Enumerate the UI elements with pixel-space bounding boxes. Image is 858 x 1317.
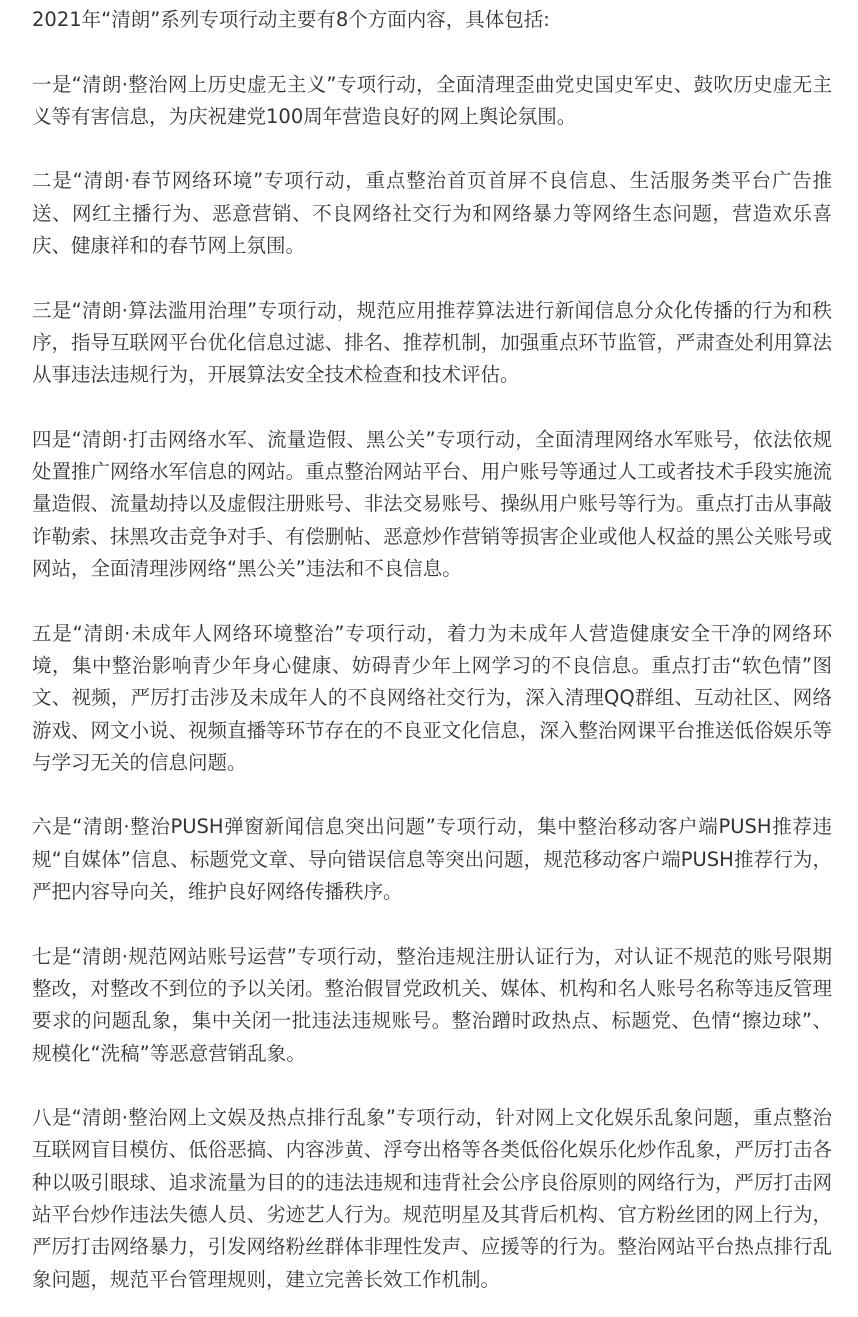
item-paragraph-4: 四是“清朗·打击网络水军、流量造假、黑公关”专项行动，全面清理网络水军账号，依法依规处置推广网络水军信息的网站。重点整治网站平台、用户账号等通过人工或者技术手段实施流量造假、流量劫持以及虚假注册账号、非法交易账号、操纵用户账号等行为。重点打击从事敲诈勒索、抹黑攻击竞争对手、有偿删帖、恶意炒作营销等损害企业或他人权益的黑公关账号或网站，全面清理涉网络“黑公关”违法和不良信息。 [32,427,832,581]
item-paragraph-3: 三是“清朗·算法滥用治理”专项行动，规范应用推荐算法进行新闻信息分众化传播的行为和秩序，指导互联网平台优化信息过滤、排名、推荐机制，加强重点环节监管，严肃查处利用算法从事违法违规行为，开展算法安全技术检查和技术评估。 [32,298,832,387]
item-paragraph-2: 二是“清朗·春节网络环境”专项行动，重点整治首页首屏不良信息、生活服务类平台广告推送、网红主播行为、恶意营销、不良网络社交行为和网络暴力等网络生态问题，营造欢乐喜庆、健康祥和的春节网上氛围。 [32,169,832,258]
item-paragraph-5: 五是“清朗·未成年人网络环境整治”专项行动，着力为未成年人营造健康安全干净的网络环境，集中整治影响青少年身心健康、妨碍青少年上网学习的不良信息。重点打击“软色情”图文、视频，严厉打击涉及未成年人的不良网络社交行为，深入清理QQ群组、互动社区、网络游戏、网文小说、视频直播等环节存在的不良亚文化信息，深入整治网课平台推送低俗娱乐等与学习无关的信息问题。 [32,621,832,774]
item-paragraph-8: 八是“清朗·整治网上文娱及热点排行乱象”专项行动，针对网上文化娱乐乱象问题，重点整治互联网盲目模仿、低俗恶搞、内容涉黄、浮夸出格等各类低俗化娱乐化炒作乱象，严厉打击各种以吸引眼球、追求流量为目的的违法违规和违背社会公序良俗原则的网络行为，严厉打击网站平台炒作违法失德人员、劣迹艺人行为。规范明星及其背后机构、官方粉丝团的网上行为，严厉打击网络暴力，引发网络粉丝群体非理性发声、应援等的行为。整治网站平台热点排行乱象问题，规范平台管理规则，建立完善长效工作机制。 [32,1106,832,1291]
item-paragraph-1: 一是“清朗·整治网上历史虚无主义”专项行动，全面清理歪曲党史国史军史、鼓吹历史虚无主义等有害信息，为庆祝建党100周年营造良好的网上舆论氛围。 [32,72,832,128]
item-paragraph-7: 七是“清朗·规范网站账号运营”专项行动，整治违规注册认证行为，对认证不规范的账号限期整改，对整改不到位的予以关闭。整治假冒党政机关、媒体、机构和名人账号名称等违反管理要求的问题乱象，集中关闭一批违法违规账号。整治蹭时政热点、标题党、色情“擦边球”、规模化“洗稿”等恶意营销乱象。 [32,944,832,1065]
item-paragraph-6: 六是“清朗·整治PUSH弹窗新闻信息突出问题”专项行动，集中整治移动客户端PUSH推荐违规“自媒体”信息、标题党文章、导向错误信息等突出问题，规范移动客户端PUSH推荐行为，严把内容导向关，维护良好网络传播秩序。 [32,815,832,904]
intro-paragraph: 2021年“清朗”系列专项行动主要有8个方面内容，具体包括: [32,8,550,31]
